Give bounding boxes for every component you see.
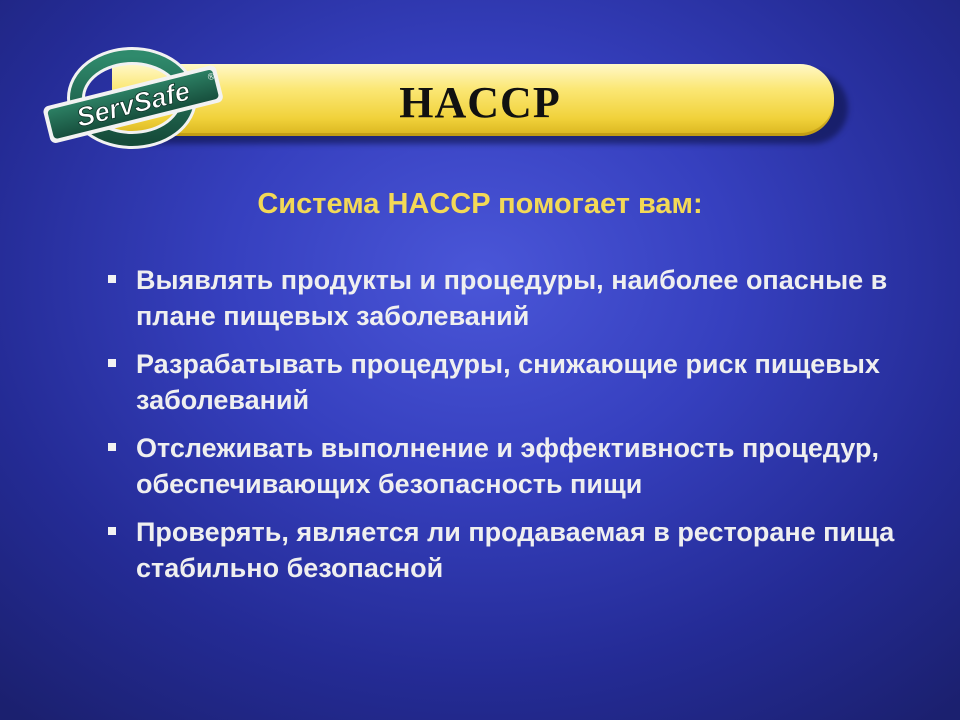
logo-registered-mark: ® <box>206 70 216 83</box>
bullet-item <box>106 514 906 586</box>
bullet-item <box>106 346 906 418</box>
bullet-text: Выявлять продукты и процедуры, наиболее опасные в плане пищевых заболеваний <box>136 265 888 331</box>
bullet-text: Разрабатывать процедуры, снижающие риск пищевых заболеваний <box>136 349 880 415</box>
slide-title: HACCP <box>399 77 561 127</box>
bullet-list <box>106 262 906 598</box>
subtitle: Система HACCP помогает вам: <box>257 188 703 220</box>
bullet-square-icon <box>108 527 116 535</box>
bullet-item <box>106 430 906 502</box>
bullet-square-icon <box>108 443 116 451</box>
servsafe-logo <box>30 44 230 154</box>
logo-text: ServSafe <box>73 75 193 133</box>
bullet-square-icon <box>108 275 116 283</box>
bullet-square-icon <box>108 359 116 367</box>
bullet-item <box>106 262 906 334</box>
bullet-text: Проверять, является ли продаваемая в ресторане пища стабильно безопасной <box>136 517 895 583</box>
bullet-text: Отслеживать выполнение и эффективность процедур, обеспечивающих безопасность пищи <box>136 433 880 499</box>
